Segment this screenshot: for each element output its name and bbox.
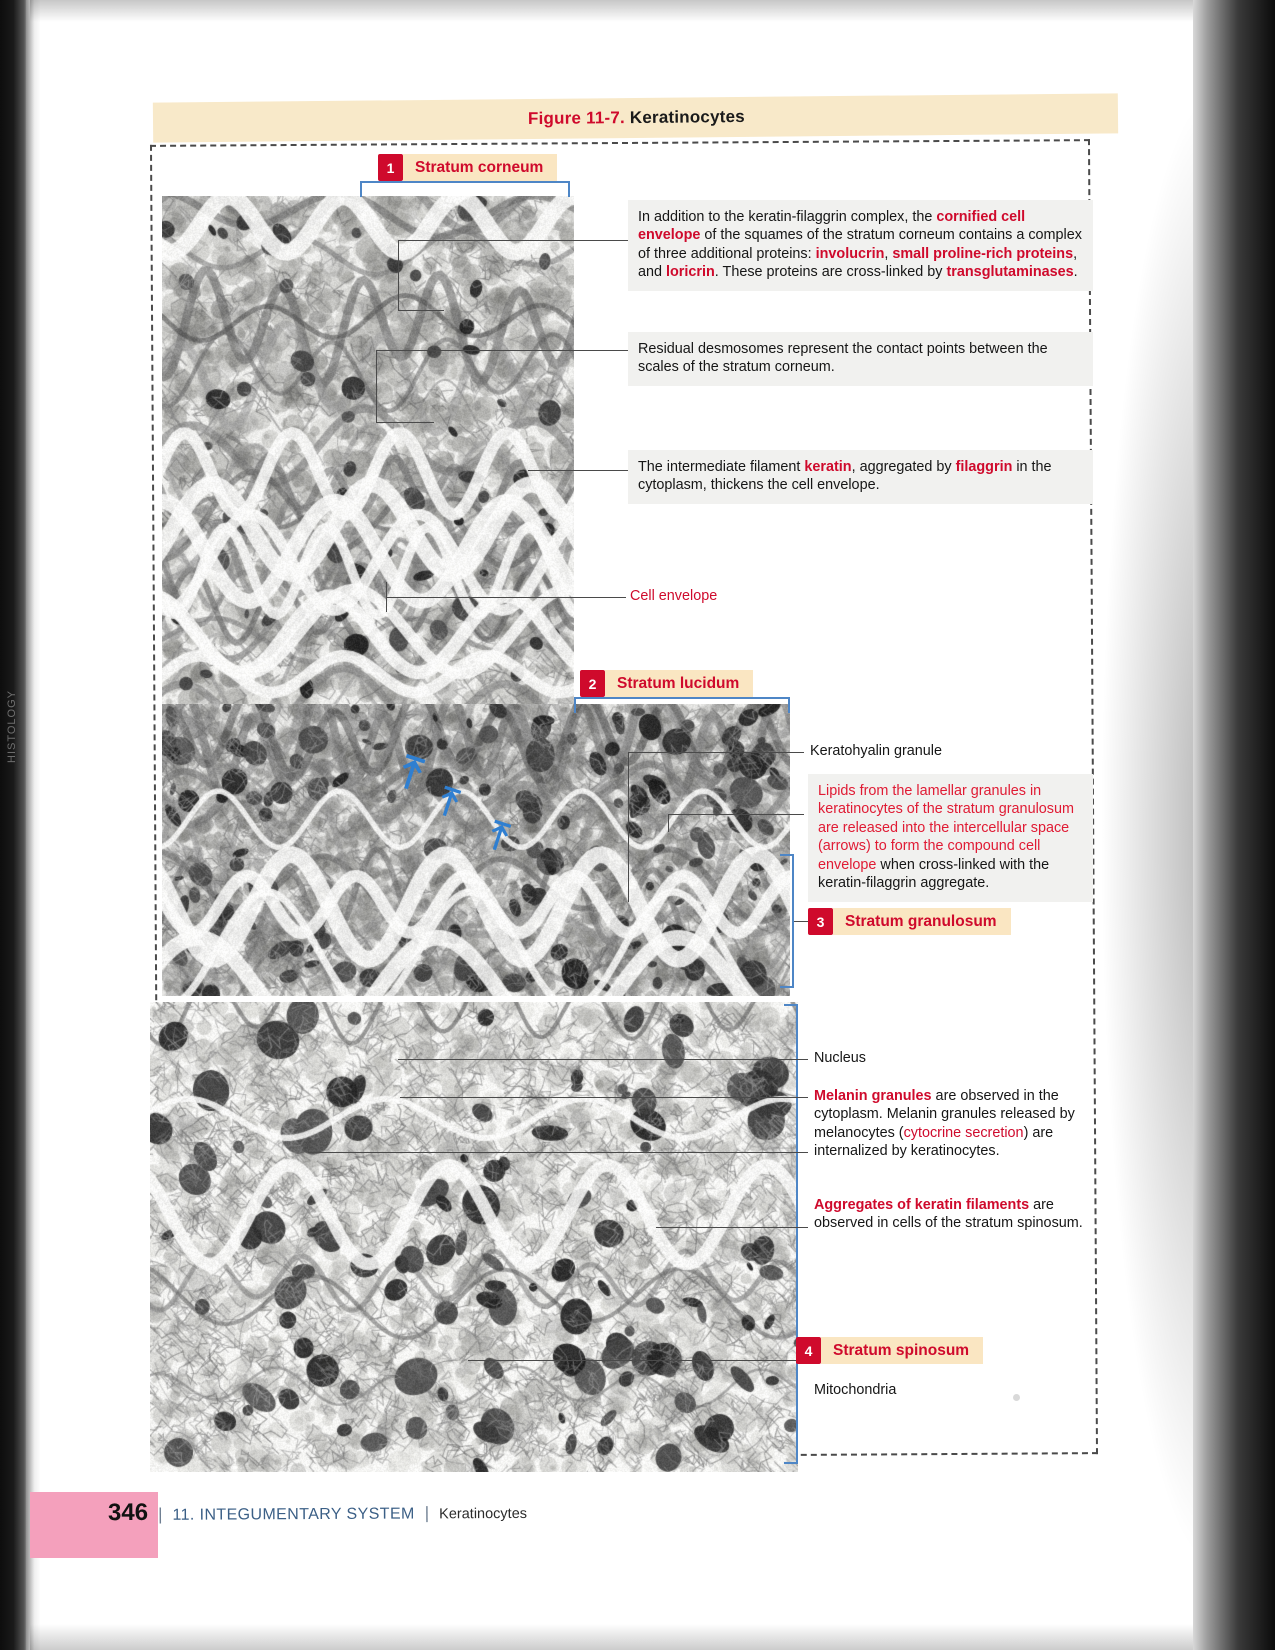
figure-11-7 (108, 92, 1118, 1492)
figure-title-prefix: Figure 11-7. (527, 108, 625, 129)
leader-melanin (400, 1097, 808, 1098)
figure-title (528, 107, 745, 129)
bracket-stratum-lucidum (574, 697, 790, 713)
arrow-icon-lipid-1: ⤒ (394, 747, 428, 800)
note-keyword: loricrin (666, 264, 715, 281)
section-label-stratum-corneum (378, 154, 557, 181)
note-text: when cross-linked with the keratin-filaggrin aggregate. (818, 856, 1050, 892)
note-cornified-cell-envelope (628, 200, 1093, 291)
micrograph-stratum-lucidum (162, 704, 790, 996)
note-residual-desmosomes (628, 332, 1093, 386)
section-number-3: 3 (808, 908, 833, 935)
leader-desmosomes-v (376, 350, 377, 422)
note-text: Residual desmosomes represent the contact points between the scales of the stratum corneum. (638, 341, 1048, 376)
leader-cell-envelope (386, 597, 626, 598)
leader-lamellar-h (668, 814, 804, 815)
note-keyword: transglutaminases (946, 264, 1074, 281)
note-melanin-granules (814, 1087, 1096, 1161)
section-name-1: Stratum corneum (403, 154, 557, 181)
section-name-3: Stratum granulosum (833, 908, 1011, 935)
section-number-1: 1 (378, 154, 403, 181)
label-nucleus: Nucleus (814, 1050, 866, 1066)
leader-mitochondria (468, 1360, 808, 1361)
note-text: , (884, 245, 893, 262)
leader-keratohyalin-h (628, 752, 804, 753)
note-keyword: Melanin granules (814, 1088, 932, 1104)
note-text: . (1073, 264, 1078, 281)
note-text: , and (638, 245, 1078, 281)
arrow-icon-lipid-2: ⤒ (433, 780, 463, 826)
bracket-stratum-corneum (360, 181, 570, 197)
bracket-stratum-spinosum (784, 1004, 798, 1464)
micrograph-stratum-corneum (162, 196, 574, 706)
label-mitochondria: Mitochondria (814, 1382, 897, 1398)
note-keyword: filaggrin (955, 459, 1013, 475)
figure-title-name: Keratinocytes (629, 106, 745, 128)
note-text: are observed in the cytoplasm. Melanin granules released by melanocytes ( (814, 1088, 1075, 1141)
note-keyword: involucrin (815, 245, 885, 262)
note-lamellar-lipids (808, 774, 1093, 902)
label-cell-envelope: Cell envelope (630, 588, 718, 604)
note-text: . These proteins are cross-linked by (714, 264, 947, 281)
leader-cell-envelope-v (386, 582, 387, 612)
leader-keratohyalin-v (628, 752, 629, 902)
arrow-icon-lipid-3: ⤒ (483, 814, 513, 860)
section-label-stratum-lucidum (580, 670, 753, 697)
section-name-2: Stratum lucidum (605, 670, 753, 697)
note-keyword: cornified cell envelope (638, 209, 1026, 244)
footer-separator-2: | (424, 1503, 430, 1523)
note-text: Lipids from the lamellar granules in keratinocytes of the stratum granulosum are released into the intercellular space (arrows) to form the compound cell envelope (818, 783, 1074, 873)
footer-chapter-title: 11. INTEGUMENTARY SYSTEM (172, 1505, 415, 1524)
note-text: The intermediate filament (638, 459, 805, 475)
leader-keratin-filament (528, 470, 628, 471)
micrograph-stratum-spinosum (150, 1002, 798, 1472)
note-keyword: cytocrine secretion (903, 1124, 1024, 1141)
leader-desmosomes (376, 350, 628, 351)
leader-desmosomes-h2 (376, 422, 434, 423)
scan-speck (1013, 1394, 1020, 1401)
label-keratohyalin-granule: Keratohyalin granule (810, 743, 943, 759)
leader-keratin-aggregates (656, 1227, 808, 1228)
note-text: In addition to the keratin-filaggrin complex, the (638, 209, 937, 225)
page-outer-edge (1193, 0, 1275, 1650)
bracket-stratum-granulosum (780, 854, 794, 988)
note-text: ) are internalized by keratinocytes. (814, 1124, 1054, 1160)
section-label-stratum-spinosum (796, 1337, 983, 1364)
leader-cornified-envelope-h2 (398, 310, 444, 311)
leader-melanin-2 (308, 1152, 808, 1153)
section-number-2: 2 (580, 670, 605, 697)
page-number: 346 (107, 1498, 149, 1527)
leader-cornified-envelope (398, 240, 628, 241)
note-keyword: Aggregates of keratin filaments (814, 1197, 1030, 1213)
note-text: are observed in cells of the stratum spinosum. (814, 1197, 1083, 1232)
footer-section-title: Keratinocytes (439, 1505, 528, 1523)
note-text: in the cytoplasm, thickens the cell envelope. (638, 459, 1052, 494)
book-spine-strip (26, 0, 40, 1650)
note-keyword: keratin (804, 459, 852, 475)
top-edge-shadow (30, 0, 1193, 22)
note-keratin-aggregates (814, 1196, 1096, 1233)
leader-nucleus (398, 1059, 808, 1060)
leader-cornified-envelope-v (398, 240, 399, 310)
spine-text: HISTOLOGY (6, 690, 18, 763)
bottom-edge-shadow (30, 1624, 1193, 1650)
section-number-4: 4 (796, 1337, 821, 1364)
leader-lamellar-v (668, 814, 669, 832)
note-keratin-filament (628, 450, 1093, 504)
note-keyword: small proline-rich proteins (892, 245, 1074, 262)
page-footer (108, 1497, 527, 1527)
note-text: of the squames of the stratum corneum contains a complex of three additional proteins: (638, 227, 1082, 262)
footer-separator-1: | (158, 1504, 163, 1524)
section-name-4: Stratum spinosum (821, 1337, 983, 1364)
section-label-stratum-granulosum (808, 908, 1011, 935)
note-text: , aggregated by (851, 459, 956, 475)
